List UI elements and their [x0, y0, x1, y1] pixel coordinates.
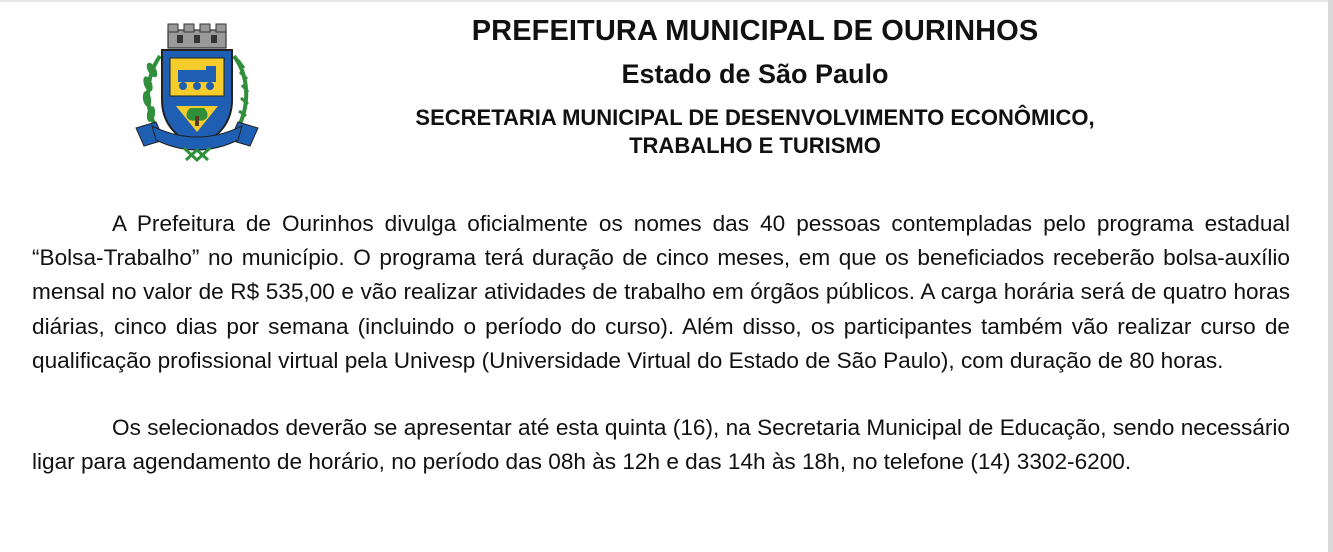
- announcement-paragraph-1: A Prefeitura de Ourinhos divulga oficialmente os nomes das 40 pessoas contempladas pelo programa estadual “Bolsa-Trabalho” no município. O programa terá duração de cinco meses, em que os beneficiados receberão bolsa-auxílio mensal no valor de R$ 535,00 e vão realizar atividades de trabalho em órgãos públicos. A carga horária será de quatro horas diárias, cinco dias por semana (incluindo o período do curso). Além disso, os participantes também vão realizar curso de qualificação profissional virtual pela Univesp (Universidade Virtual do Estado de São Paulo), com duração de 80 horas.: [32, 211, 1290, 373]
- document-header: [290, 12, 1220, 160]
- top-border: [0, 0, 1333, 2]
- state-subtitle: Estado de São Paulo: [621, 59, 889, 89]
- department-title-line-1: SECRETARIA MUNICIPAL DE DESENVOLVIMENTO ECONÔMICO,: [415, 105, 1095, 130]
- announcement-paragraph-2: Os selecionados deverão se apresentar até esta quinta (16), na Secretaria Municipal de Educação, sendo necessário ligar para agendamento de horário, no período das 08h às 12h e das 14h às 18h, no telefone (14) 3302-6200.: [32, 415, 1290, 475]
- right-scrollbar-edge: [1328, 0, 1333, 552]
- announcement-body: [32, 207, 1290, 479]
- municipality-title: PREFEITURA MUNICIPAL DE OURINHOS: [471, 15, 1039, 47]
- coat-of-arms-icon: [126, 22, 268, 164]
- department-title-line-2: TRABALHO E TURISMO: [629, 133, 881, 158]
- municipal-coat-of-arms-icon: [126, 22, 268, 164]
